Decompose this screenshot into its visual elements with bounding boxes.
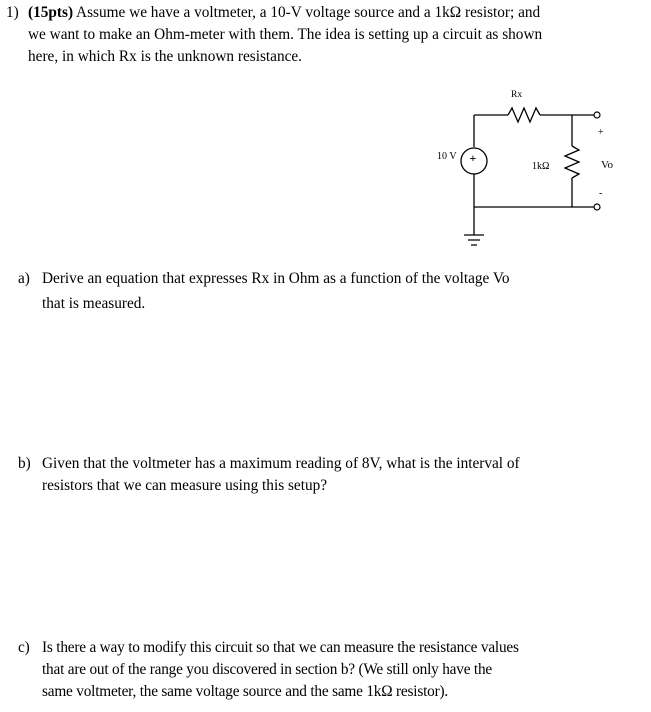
question-number: 1) bbox=[6, 4, 19, 21]
part-b-line-2: resistors that we can measure using this setup? bbox=[42, 477, 328, 494]
output-label: Vo bbox=[601, 159, 614, 171]
terminal-minus bbox=[594, 204, 600, 210]
terminal-plus bbox=[594, 112, 600, 118]
question-line-2: we want to make an Ohm-meter with them. The idea is setting up a circuit as shown bbox=[28, 26, 543, 43]
part-c-line-2: that are out of the range you discovered in section b? (We still only have the bbox=[42, 661, 492, 678]
part-a-line-2: that is measured. bbox=[42, 295, 146, 312]
rx-resistor bbox=[508, 108, 540, 122]
part-b-line-1: Given that the voltmeter has a maximum reading of 8V, what is the interval of bbox=[42, 455, 520, 472]
part-b-label: b) bbox=[18, 455, 31, 472]
ground-symbol bbox=[464, 235, 484, 245]
resistor-1k-label: 1kΩ bbox=[532, 161, 550, 172]
part-c-label: c) bbox=[18, 639, 30, 656]
question-points: (15pts) bbox=[28, 4, 74, 21]
minus-label: - bbox=[599, 188, 603, 199]
source-label: 10 V bbox=[437, 151, 457, 162]
source-polarity: + bbox=[469, 151, 477, 165]
part-a-line-1: Derive an equation that expresses Rx in Ohm as a function of the voltage Vo bbox=[42, 270, 510, 287]
resistor-1k bbox=[565, 146, 579, 178]
question-line-1: (15pts) Assume we have a voltmeter, a 10-V voltage source and a 1kΩ resistor; and bbox=[28, 4, 541, 21]
part-c-line-1: Is there a way to modify this circuit so that we can measure the resistance values bbox=[42, 639, 519, 656]
part-c-line-3: same voltmeter, the same voltage source and the same 1kΩ resistor). bbox=[42, 683, 448, 700]
rx-label: Rx bbox=[511, 90, 523, 100]
part-a-label: a) bbox=[18, 270, 30, 287]
question-line-3: here, in which Rx is the unknown resistance. bbox=[28, 48, 303, 65]
plus-label: + bbox=[598, 127, 604, 138]
